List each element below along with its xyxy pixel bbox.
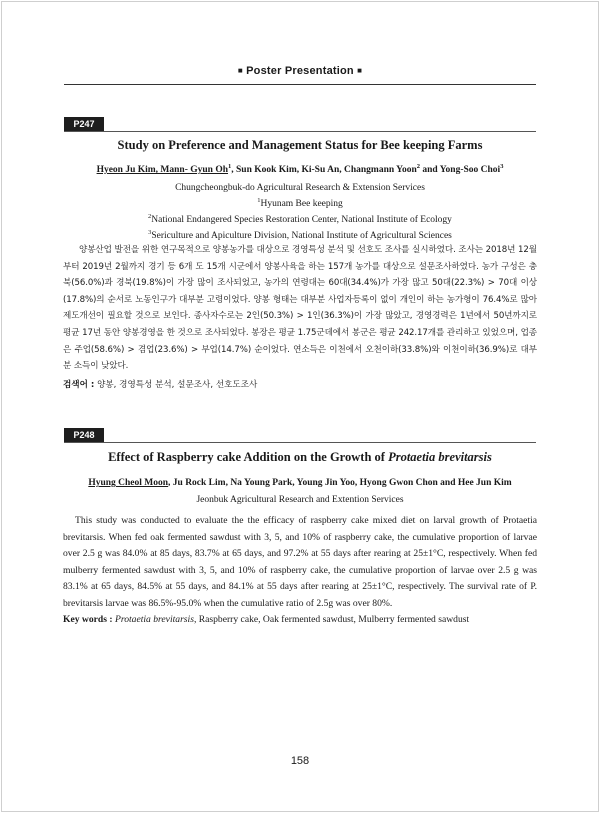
page-number: 158 bbox=[290, 755, 310, 767]
author-sup: 1 bbox=[228, 163, 232, 170]
affiliation-list bbox=[40, 494, 560, 507]
section-rule bbox=[64, 442, 536, 443]
affiliation bbox=[40, 195, 560, 211]
keywords-label: Key words : bbox=[63, 614, 113, 625]
keywords-line bbox=[63, 614, 537, 625]
running-header bbox=[0, 65, 600, 77]
header-title: Poster Presentation bbox=[246, 65, 354, 77]
affiliation-sup: 3 bbox=[148, 228, 152, 236]
authors-middle: , Sun Kook Kim, Ki-Su An, Changmann Yoon bbox=[231, 165, 417, 176]
paper-title: Study on Preference and Management Status for Bee keeping Farms bbox=[117, 138, 483, 152]
section-rule bbox=[64, 131, 536, 132]
paper-title-main: Effect of Raspberry cake Addition on the Growth of bbox=[108, 450, 389, 464]
presenting-authors: Hyeon Ju Kim, Mann- Gyun Oh bbox=[96, 165, 229, 176]
keywords-text: , Raspberry cake, Oak fermented sawdust, Mulberry fermented sawdust bbox=[193, 614, 470, 625]
affiliation-text: Jeonbuk Agricultural Research and Extention Services bbox=[196, 495, 404, 505]
author-list bbox=[40, 478, 560, 488]
affiliation bbox=[40, 494, 560, 507]
author-sup: 3 bbox=[500, 163, 504, 170]
paper-title bbox=[40, 450, 560, 465]
authors-last: and Yong-Soo Choi bbox=[420, 165, 501, 176]
affiliation-sup: 1 bbox=[257, 196, 261, 204]
affiliation-text: National Endangered Species Restoration Center, National Institute of Ecology bbox=[151, 215, 452, 226]
affiliation bbox=[40, 227, 560, 243]
affiliation bbox=[40, 211, 560, 227]
abstract-text: 양봉산업 발전을 위한 연구목적으로 양봉농가를 대상으로 경영특성 분석 및 선호도 조사를 실시하였다. 조사는 2018년 12월부터 2019년 2월까지 경기 등 6개 도 15개 시군에서 양봉사육을 하는 157개 농가를 대상으로 설문조사하였다. 농가 구성은 충북(56.0%)과 경북(19.8%)이 가장 많이 조사되었고, 농가의 연령대는 60대(34.4%)가 가장 많고 50대(22.3%) > 70대 이상(17.8%)의 순서로 노동인구가 대부분 고령이었다. 양봉 형태는 대부분 사업자등록이 없이 개인이 하는 농가형이 76.4%로 많아 제도개선이 필요할 것으로 보인다. 종사자수로는 2인(50.3%) > 1인(36.3%)이 가장 많았고, 경영경력은 1년에서 50년까지로 평균 17년 동안 양봉경영을 한 것으로 조사되었다. 봉장은 평균 1.75군데에서 봉군은 평균 242.17개를 관리하고 있었으며, 업종은 주업(58.6%) > 겸업(23.6%) > 부업(14.7%) 순이었다. 연소득은 이천에서 오천이하(33.8%)와 이천이하(36.9%)로 대부분 소득이 낮았다. bbox=[63, 245, 537, 372]
author-sup: 2 bbox=[416, 163, 421, 170]
abstract-text: This study was conducted to evaluate the the efficacy of raspberry cake mixed diet on larval growth of Protaetia brevitarsis. When fed oak fermented sawdust with 3, 5, and 10% of raspberry cake, the cumulative proportion of larvae over 2.5 g was 84.0% at 85 days, 83.7% at 65 days, and 97.2% at 55 days after rearing at 25±1°C, respectively. When fed mulberry fermented sawdust with 3, 5, and 10% of raspberry cake, the cumulative proportion of larvae over 2.5 g was 83.1% at 65 days, 84.5% at 55 days, and 84.1% at 55 days after rearing at 25±1°C, respectively. The survival rate of P. brevitarsis larvae was 86.5%-95.0% when the cumulative ratio of 2.5g was over 80%. bbox=[63, 515, 537, 609]
paper-id-badge: P248 bbox=[64, 428, 104, 442]
affiliation-text: Sericulture and Apiculture Division, National Institute of Agricultural Sciences bbox=[151, 231, 452, 242]
keywords-text: 양봉, 경영특성 분석, 설문조사, 선호도조사 bbox=[97, 380, 258, 390]
keywords-label: 검색어 : bbox=[63, 380, 95, 390]
affiliation-text: Chungcheongbuk-do Agricultural Research & Extension Services bbox=[175, 183, 425, 194]
header-rule bbox=[64, 84, 536, 85]
header-marker-left: ■ bbox=[237, 66, 243, 75]
keywords-line bbox=[63, 378, 537, 390]
affiliation bbox=[40, 179, 560, 195]
affiliation-sup: 2 bbox=[148, 212, 152, 220]
paper-title-species: Protaetia brevitarsis bbox=[388, 450, 492, 464]
keywords-species: Protaetia brevitarsis bbox=[114, 614, 194, 625]
paper-id-badge: P247 bbox=[64, 117, 104, 131]
author-list bbox=[40, 163, 560, 175]
presenting-author: Hyung Cheol Moon bbox=[88, 478, 169, 488]
affiliation-text: Hyunam Bee keeping bbox=[260, 199, 343, 210]
affiliation-list bbox=[40, 179, 560, 243]
authors-rest: , Ju Rock Lim, Na Young Park, Young Jin Yoo, Hyong Gwon Chon and Hee Jun Kim bbox=[168, 478, 512, 488]
header-marker-right: ■ bbox=[357, 66, 363, 75]
